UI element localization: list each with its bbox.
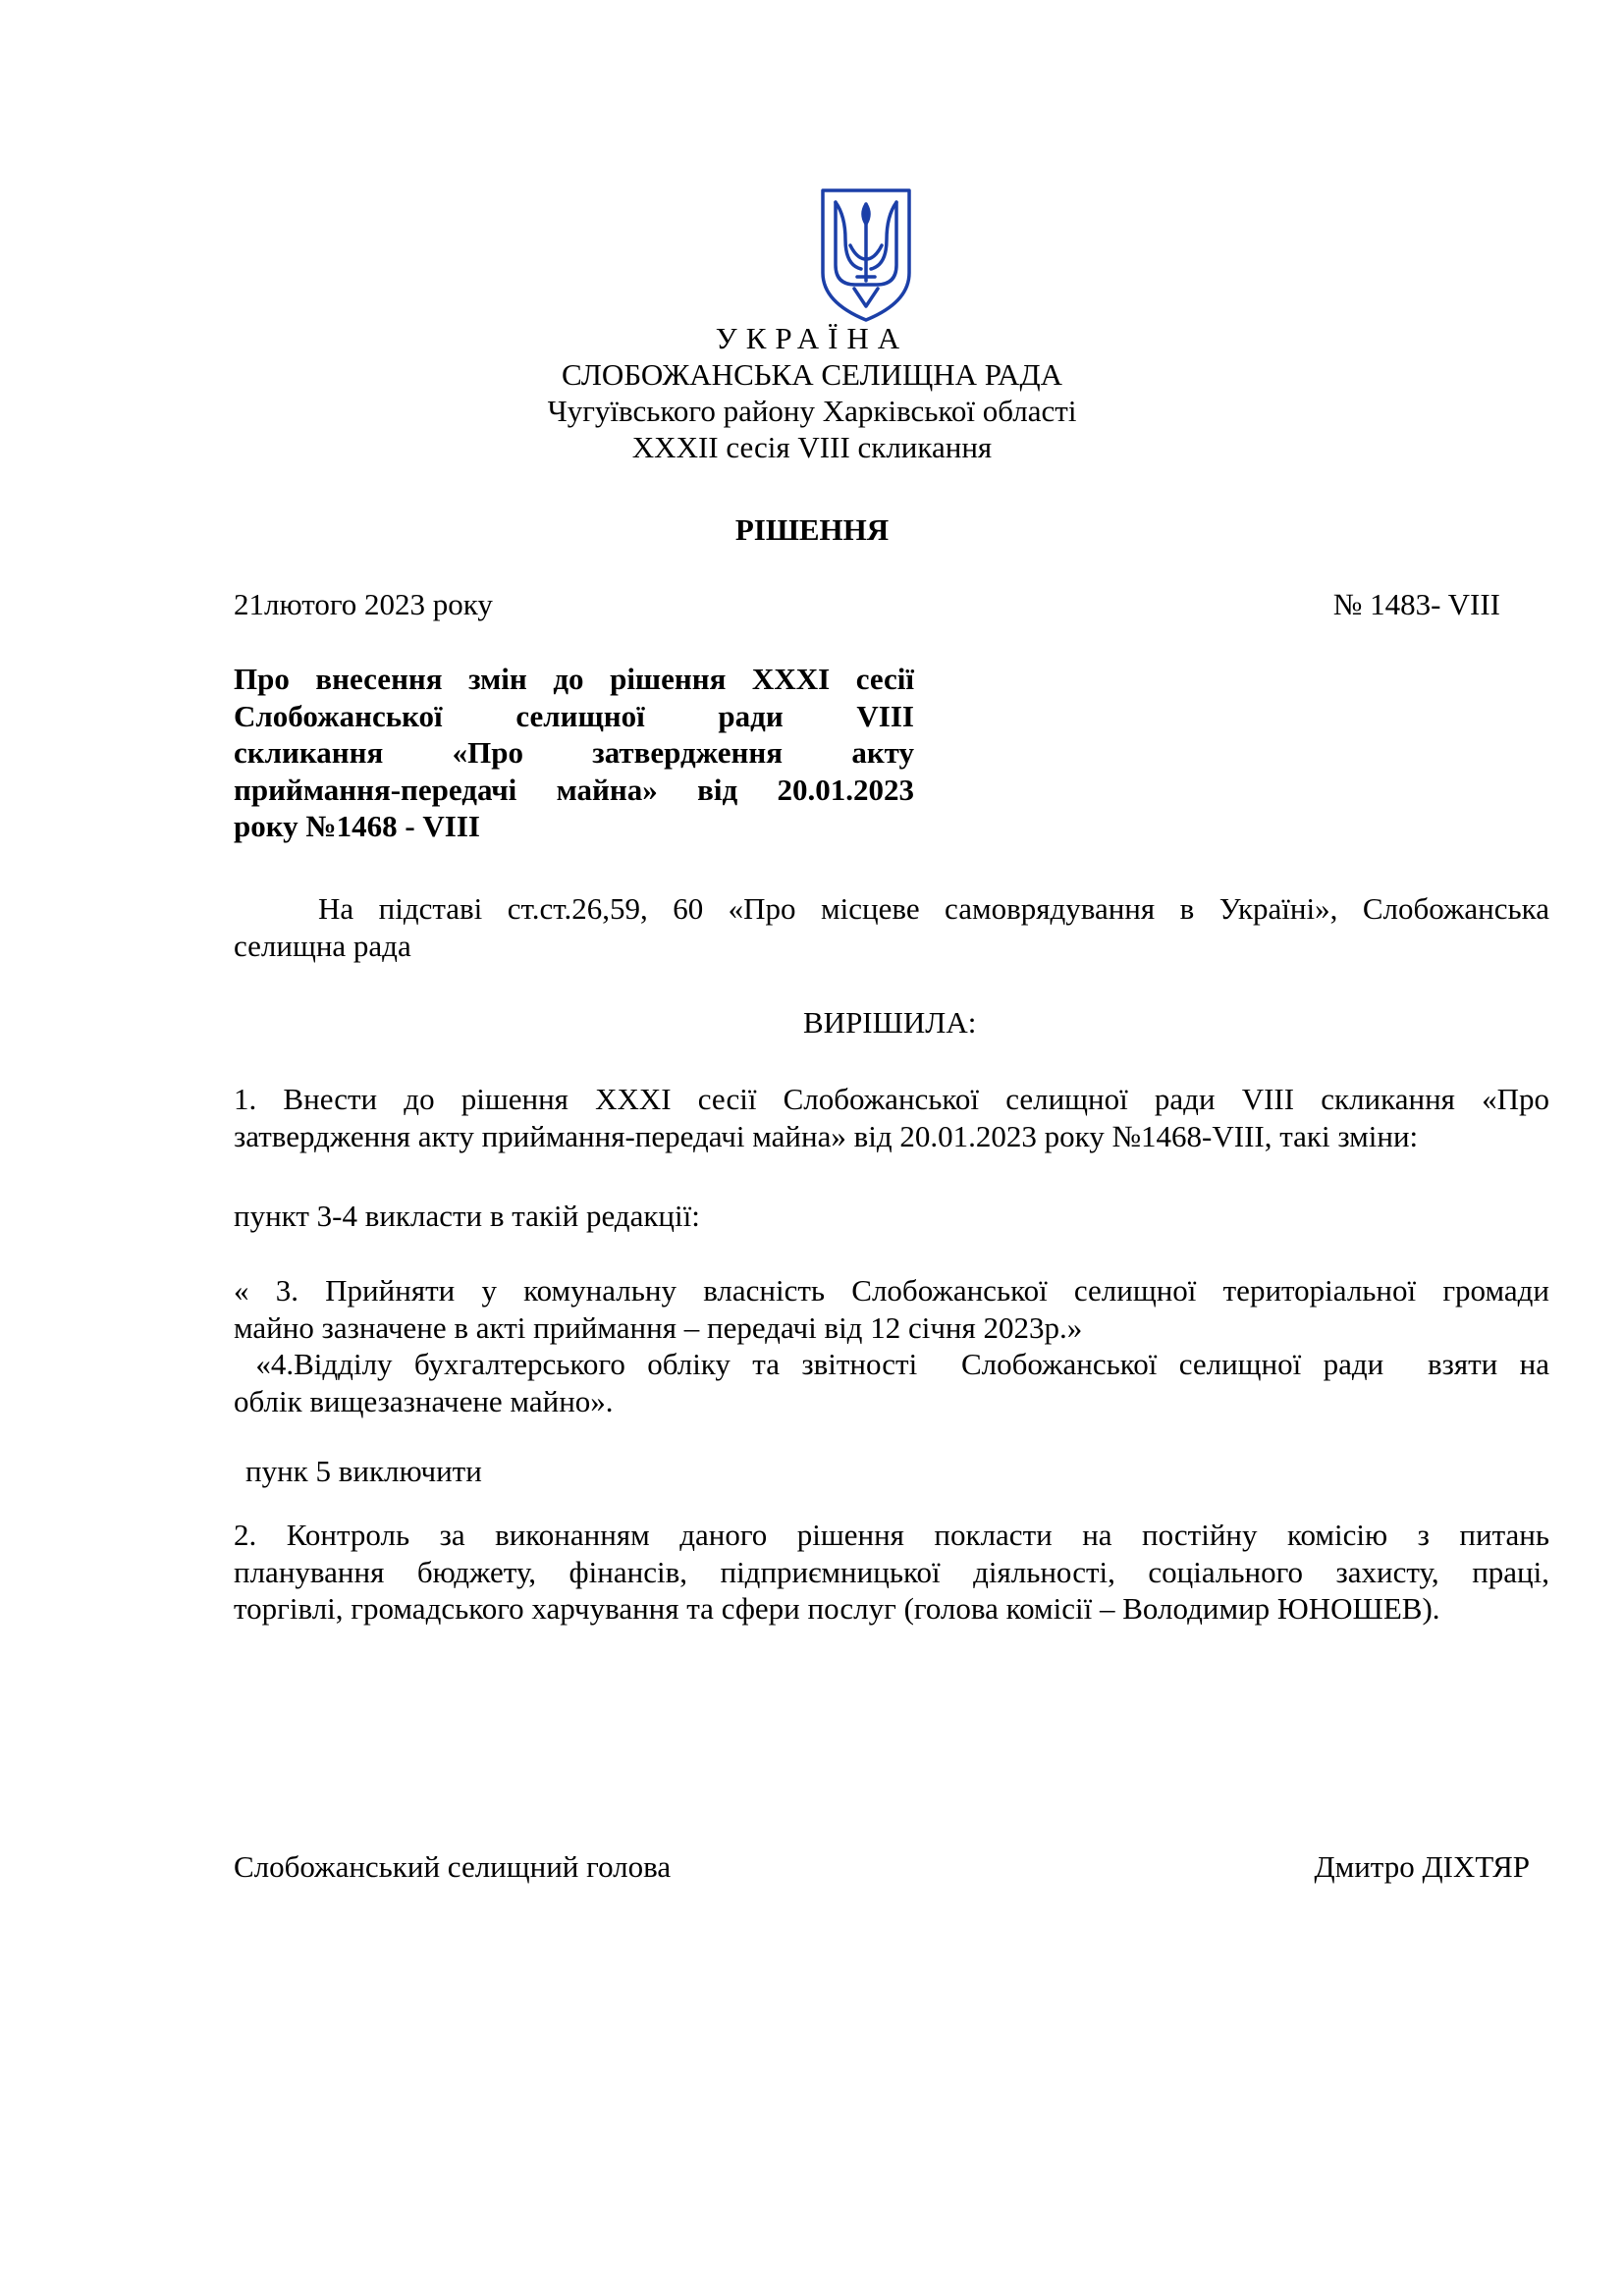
paragraph-line: торгівлі, громадського харчування та сфери послуг (голова комісії – Володимир ЮНОШЕВ). xyxy=(234,1591,1440,1626)
decided-heading: ВИРІШИЛА: xyxy=(803,1005,977,1040)
document-type: РІШЕННЯ xyxy=(734,512,890,547)
paragraph-line: затвердження акту приймання-передачі майна» від 20.01.2023 року №1468-VIII, такі зміни: xyxy=(234,1118,1419,1153)
country-name: УКРАЇНА xyxy=(715,321,909,355)
district-name: Чугуївського району Харківської області xyxy=(547,394,1077,428)
paragraph-line: « 3. Прийняти у комунальну власність Слобожанської селищної територіальної громади xyxy=(234,1273,1549,1308)
decision-subject xyxy=(234,661,914,845)
subject-line: року №1468 - VIII xyxy=(234,809,480,843)
paragraph-line: облік вищезазначене майно». xyxy=(234,1383,614,1418)
session-name: XXXII сесія VIII скликання xyxy=(631,430,993,464)
basis-paragraph xyxy=(234,890,1549,964)
item-1-subheading: пункт 3-4 викласти в такій редакції: xyxy=(234,1199,700,1233)
subject-line: Слобожанської селищної ради VIII xyxy=(234,698,914,733)
quote-paragraph xyxy=(234,1272,1549,1419)
paragraph-line: селищна рада xyxy=(234,928,411,963)
item-2-paragraph xyxy=(234,1517,1549,1628)
exclude-note: пунк 5 виключити xyxy=(245,1454,482,1488)
subject-line: скликання «Про затвердження акту xyxy=(234,735,914,770)
item-1-paragraph xyxy=(234,1081,1549,1154)
paragraph-line: планування бюджету, фінансів, підприємницької діяльності, соціального захисту, праці, xyxy=(234,1554,1549,1589)
council-name: СЛОБОЖАНСЬКА СЕЛИЩНА РАДА xyxy=(562,357,1062,392)
paragraph-line: На підставі ст.ст.26,59, 60 «Про місцеве самоврядування в Україні», Слобожанська xyxy=(318,891,1549,926)
trident-coat-of-arms-icon xyxy=(818,187,914,324)
signature-name: Дмитро ДІХТЯР xyxy=(1314,1849,1530,1884)
paragraph-line: 2. Контроль за виконанням даного рішення покласти на постійну комісію з питань xyxy=(234,1518,1549,1552)
paragraph-line: майно зазначене в акті приймання – передачі від 12 січня 2023р.» xyxy=(234,1309,1083,1345)
signature-position: Слобожанський селищний голова xyxy=(234,1849,672,1884)
subject-line: Про внесення змін до рішення XXXI сесії xyxy=(234,662,914,696)
paragraph-line: «4.Відділу бухгалтерського обліку та звітності Слобожанської селищної ради взяти на xyxy=(234,1347,1549,1381)
decision-date: 21лютого 2023 року xyxy=(234,587,493,621)
subject-line: приймання-передачі майна» від 20.01.2023 xyxy=(234,772,914,807)
paragraph-line: 1. Внести до рішення XXXI сесії Слобожанської селищної ради VIII скликання «Про xyxy=(234,1082,1549,1116)
decision-number: № 1483- VIII xyxy=(1332,587,1500,621)
